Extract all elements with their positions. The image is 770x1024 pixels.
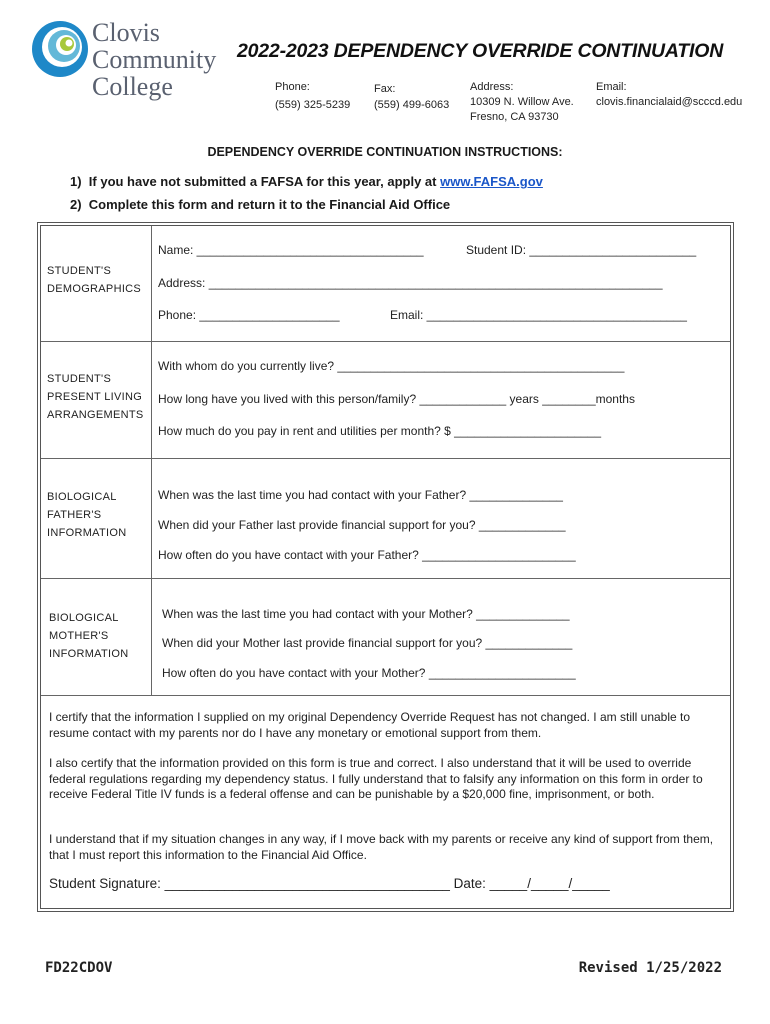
- form-box-inner: [40, 225, 731, 909]
- label-line: FATHER'S: [47, 509, 102, 521]
- divider-demographics: [41, 341, 730, 342]
- college-logo: [30, 17, 225, 112]
- label-line: INFORMATION: [47, 527, 127, 539]
- section-label-father: [47, 488, 126, 542]
- logo-line-3: College: [92, 72, 173, 101]
- logo-line-1: Clovis: [92, 18, 160, 47]
- email-label: Email:: [596, 81, 627, 93]
- address-field[interactable]: Address: ____________________________________________________________________: [158, 276, 663, 290]
- mother-support-field[interactable]: When did your Mother last provide financial support for you? _____________: [162, 636, 573, 650]
- phone-value: (559) 325-5239: [275, 99, 351, 111]
- address-line-2: Fresno, CA 93730: [470, 111, 559, 123]
- certification-paragraph-2: I also certify that the information provided on this form is true and correct. I also understand that it will be used to override federal regulations regarding my dependency status. I fully understand that to falsify any information on this form in order to receive Federal Title IV funds is a federal offense and can be punishable by a $20,000 fine, imprisonment, or both.: [49, 756, 703, 801]
- phone-label: Phone:: [275, 81, 310, 93]
- section-label-mother: [49, 609, 128, 663]
- father-last-contact-field[interactable]: When was the last time you had contact with your Father? ______________: [158, 488, 563, 502]
- label-line: BIOLOGICAL: [47, 491, 117, 503]
- college-logo-mark-icon: [30, 19, 90, 94]
- instructions-title: DEPENDENCY OVERRIDE CONTINUATION INSTRUCTIONS:: [207, 145, 563, 159]
- label-line: BIOLOGICAL: [49, 612, 119, 624]
- form-title: 2022-2023 DEPENDENCY OVERRIDE CONTINUATION: [237, 40, 724, 62]
- fax-value: (559) 499-6063: [374, 99, 450, 111]
- fafsa-link[interactable]: www.FAFSA.gov: [440, 174, 543, 189]
- revision-date: Revised 1/25/2022: [578, 960, 722, 976]
- student-id-field[interactable]: Student ID: _________________________: [466, 243, 697, 257]
- name-field[interactable]: Name: __________________________________: [158, 243, 424, 257]
- duration-field[interactable]: How long have you lived with this person/family? _____________ years ________months: [158, 392, 635, 406]
- phone-field[interactable]: Phone: _____________________: [158, 308, 340, 322]
- divider-living: [41, 458, 730, 459]
- email-field[interactable]: Email: _______________________________________: [390, 308, 687, 322]
- live-with-field[interactable]: With whom do you currently live? ___________________________________________: [158, 359, 625, 373]
- label-line: INFORMATION: [49, 648, 129, 660]
- label-line: DEMOGRAPHICS: [47, 283, 142, 295]
- contact-phone: [275, 80, 350, 113]
- label-column-divider: [151, 226, 152, 695]
- contact-email: [596, 80, 742, 110]
- label-line: ARRANGEMENTS: [47, 409, 144, 421]
- label-line: MOTHER'S: [49, 630, 109, 642]
- section-label-demographics: [47, 262, 141, 298]
- father-contact-frequency-field[interactable]: How often do you have contact with your Father? _______________________: [158, 548, 576, 562]
- certification-paragraph-3: I understand that if my situation changes in any way, if I move back with my parents or receive any kind of support from them, that I must report this information to the Financial Aid Office.: [49, 832, 714, 862]
- instruction-step-2: 2) Complete this form and return it to the Financial Aid Office: [70, 197, 451, 212]
- address-line-1: 10309 N. Willow Ave.: [470, 96, 574, 108]
- form-code: FD22CDOV: [45, 960, 113, 976]
- divider-father: [41, 578, 730, 579]
- email-value: clovis.financialaid@scccd.edu: [596, 96, 743, 108]
- instruction-step-1-text: 1) If you have not submitted a FAFSA for this year, apply at: [70, 174, 441, 189]
- label-line: STUDENT'S: [47, 373, 112, 385]
- mother-last-contact-field[interactable]: When was the last time you had contact with your Mother? ______________: [162, 607, 570, 621]
- instruction-step-1: [70, 174, 543, 189]
- rent-field[interactable]: How much do you pay in rent and utilities per month? $ ______________________: [158, 424, 601, 438]
- contact-address: [470, 80, 574, 125]
- mother-contact-frequency-field[interactable]: How often do you have contact with your Mother? ______________________: [162, 666, 576, 680]
- label-line: PRESENT LIVING: [47, 391, 143, 403]
- college-logo-text: [92, 19, 216, 100]
- logo-line-2: Community: [92, 45, 217, 74]
- section-label-living: [47, 370, 144, 424]
- father-support-field[interactable]: When did your Father last provide financial support for you? _____________: [158, 518, 566, 532]
- divider-mother: [41, 695, 730, 696]
- form-box: [37, 222, 734, 912]
- contact-fax: [374, 82, 449, 113]
- address-label: Address:: [470, 81, 514, 93]
- label-line: STUDENT'S: [47, 265, 112, 277]
- certification-paragraph-1: I certify that the information I supplied on my original Dependency Override Request has not changed. I am still unable to resume contact with my parents nor do I have any monetary or emotional support from them.: [49, 710, 691, 740]
- signature-date-line[interactable]: Student Signature: ______________________________________ Date: _____/_____/_____: [49, 876, 610, 891]
- fax-label: Fax:: [374, 83, 396, 95]
